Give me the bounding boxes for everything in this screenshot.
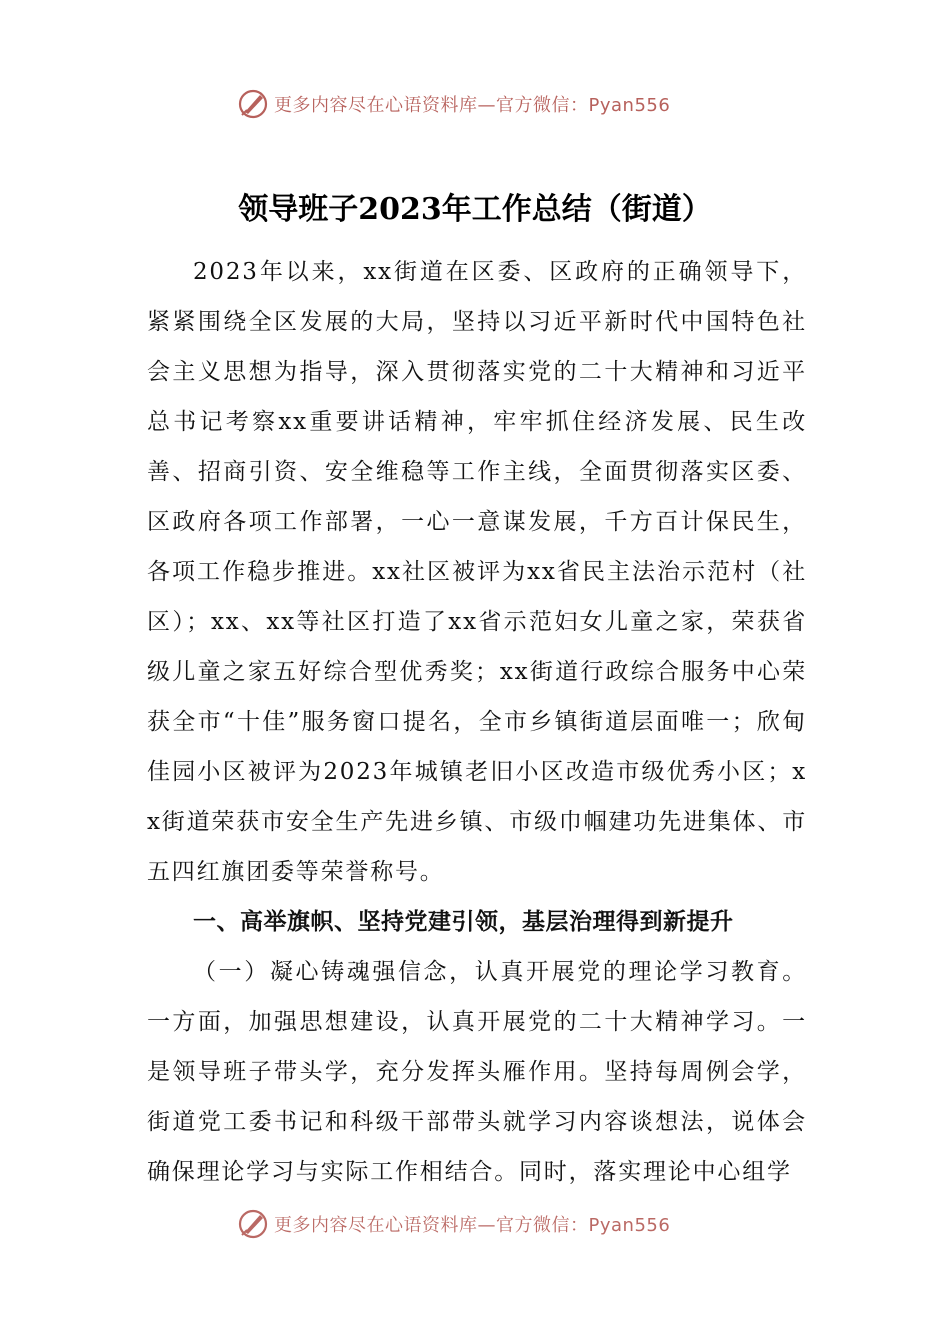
watermark-header: [236, 86, 670, 122]
section-heading: 一、高举旗帜、坚持党建引领，基层治理得到新提升: [193, 909, 734, 935]
document-title: 领导班子2023年工作总结（街道）: [238, 192, 712, 227]
watermark-text: 更多内容尽在心语资料库—官方微信：Pyan556: [274, 95, 671, 116]
quill-logo-icon: [236, 1207, 270, 1241]
watermark-footer: [236, 1206, 670, 1242]
document-body: [147, 247, 807, 1197]
sub-paragraph: （一）凝心铸魂强信念，认真开展党的理论学习教育。一方面，加强思想建设，认真开展党的二十大精神学习。一是领导班子带头学，充分发挥头雁作用。坚持每周例会学，街道党工委书记和科级干部带头就学习内容谈想法，说体会确保理论学习与实际工作相结合。同时，落实理论中心组学: [147, 959, 807, 1185]
watermark-text: 更多内容尽在心语资料库—官方微信：Pyan556: [274, 1215, 671, 1236]
quill-logo-icon: [236, 87, 270, 121]
intro-paragraph: 2023年以来，xx街道在区委、区政府的正确领导下，紧紧围绕全区发展的大局，坚持以习近平新时代中国特色社会主义思想为指导，深入贯彻落实党的二十大精神和习近平总书记考察xx重要讲话精神，牢牢抓住经济发展、民生改善、招商引资、安全维稳等工作主线，全面贯彻落实区委、区政府各项工作部署，一心一意谋发展，千方百计保民生，各项工作稳步推进。xx社区被评为xx省民主法治示范村（社区）；xx、xx等社区打造了xx省示范妇女儿童之家，荣获省级儿童之家五好综合型优秀奖；xx街道行政综合服务中心荣获全市“十佳”服务窗口提名，全市乡镇街道层面唯一；欣甸佳园小区被评为2023年城镇老旧小区改造市级优秀小区；xx街道荣获市安全生产先进乡镇、市级巾帼建功先进集体、市五四红旗团委等荣誉称号。: [147, 259, 807, 885]
